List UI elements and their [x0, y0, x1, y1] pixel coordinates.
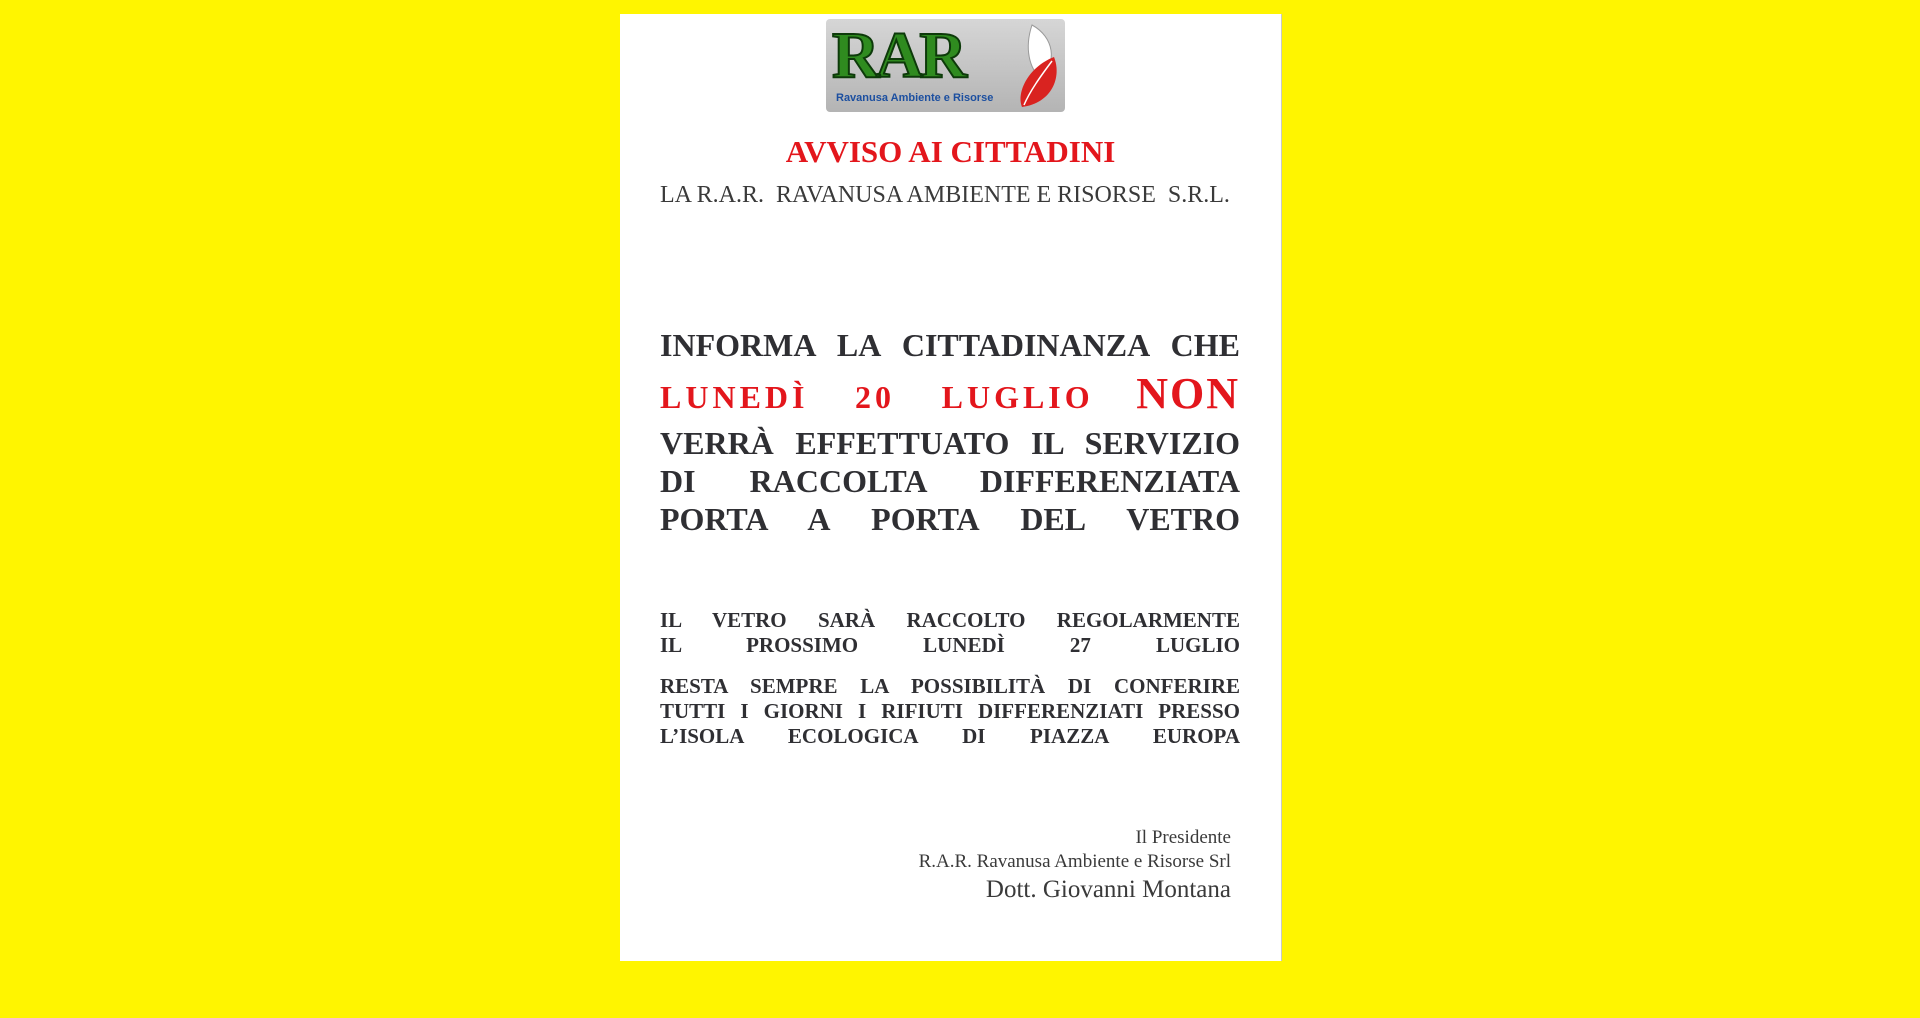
notice-title: AVVISO AI CITTADINI — [785, 134, 1116, 169]
main-line-3: VERRÀ EFFETTUATO IL SERVIZIO — [660, 425, 1240, 461]
signature-name: Dott. Giovanni Montana — [985, 876, 1231, 903]
rar-logo — [826, 19, 1065, 112]
company-line: LA R.A.R. RAVANUSA AMBIENTE E RISORSE S.R.L. — [660, 182, 1230, 208]
info-line-3: RESTA SEMPRE LA POSSIBILITÀ DI CONFERIRE — [660, 674, 1240, 698]
logo-wordmark: RAR — [832, 19, 963, 92]
info-line-2: IL PROSSIMO LUNEDÌ 27 LUGLIO — [660, 633, 1240, 657]
info-line-5: L’ISOLA ECOLOGICA DI PIAZZA EUROPA — [660, 724, 1240, 748]
info-line-4: TUTTI I GIORNI I RIFIUTI DIFFERENZIATI PRESSO — [660, 699, 1240, 723]
logo-subtitle: Ravanusa Ambiente e Risorse — [836, 92, 994, 104]
notice-poster — [620, 14, 1281, 961]
non-text: NON — [1136, 369, 1241, 418]
main-line-5: PORTA A PORTA DEL VETRO — [660, 501, 1240, 537]
date-text: LUNEDÌ 20 LUGLIO — [660, 379, 1094, 415]
main-line-1: INFORMA LA CITTADINANZA CHE — [660, 327, 1240, 363]
signature-role: Il Presidente — [1135, 827, 1231, 848]
info-line-1: IL VETRO SARÀ RACCOLTO REGOLARMENTE — [660, 608, 1240, 632]
signature-organization: R.A.R. Ravanusa Ambiente e Risorse Srl — [918, 851, 1231, 872]
date-line — [660, 369, 1241, 418]
main-line-4: DI RACCOLTA DIFFERENZIATA — [660, 463, 1240, 499]
